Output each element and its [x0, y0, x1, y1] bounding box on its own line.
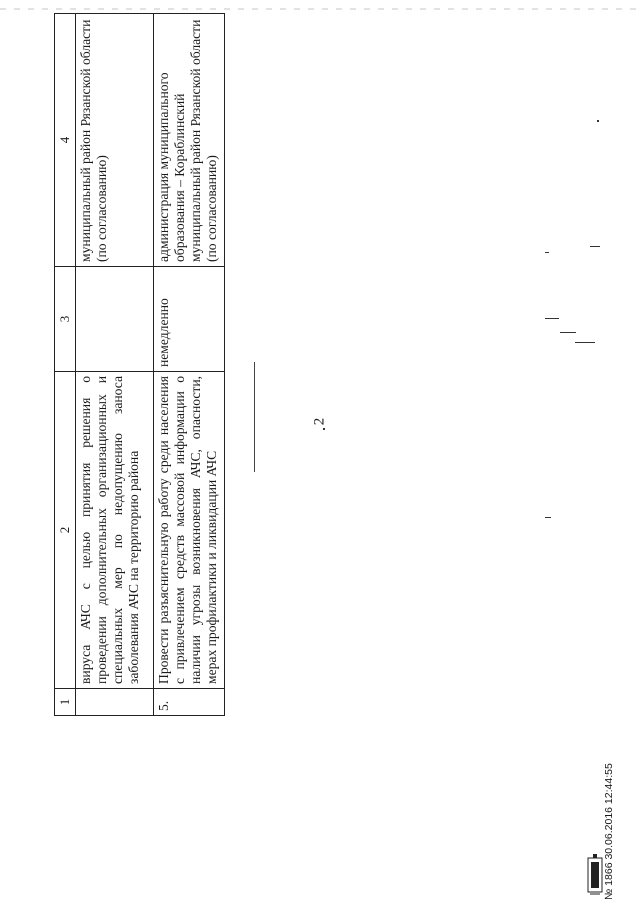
row-term — [76, 267, 154, 372]
row-responsible: муниципальный район Рязанской области (по согласованию) — [76, 14, 154, 267]
scan-speck — [323, 428, 325, 430]
registration-stamp — [585, 758, 625, 900]
registry-seal-icon — [587, 854, 603, 896]
page-number: 2 — [311, 417, 328, 426]
scan-edge-noise — [0, 8, 640, 10]
row-number: 5. — [154, 689, 225, 716]
header-col-3: 3 — [55, 267, 76, 372]
scan-speck — [545, 517, 551, 518]
row-action: Провести разъяснительную работу среди населения с привлечением средств массовой информации о наличии угрозы возникновения АЧС, опасности, мерах профилактики и ликвидации АЧС — [154, 372, 225, 689]
registration-number: № 1866 30.06.2016 12:44:55 — [603, 763, 615, 900]
scan-stray-line — [254, 362, 255, 472]
scan-speck — [597, 120, 599, 122]
scan-speck — [545, 318, 559, 319]
measures-table — [54, 13, 225, 716]
scan-speck — [545, 252, 549, 253]
header-col-4: 4 — [55, 14, 76, 267]
measures-table-container — [54, 18, 225, 716]
row-responsible: администрация муниципального образования – Кораблинский муниципальный район Рязанской области (по согласованию) — [154, 14, 225, 267]
table-row — [76, 14, 154, 716]
row-action: вируса АЧС с целью принятия решения о проведении дополнительных организационных и специальных мер по недопущению заноса заболевания АЧС на территорию района — [76, 372, 154, 689]
table-header-row — [55, 14, 76, 716]
scan-speck — [560, 332, 576, 333]
row-term: немедленно — [154, 267, 225, 372]
scan-speck — [590, 246, 600, 247]
table-row — [154, 14, 225, 716]
header-col-2: 2 — [55, 372, 76, 689]
header-col-1: 1 — [55, 689, 76, 716]
scan-speck — [575, 342, 595, 343]
row-number — [76, 689, 154, 716]
